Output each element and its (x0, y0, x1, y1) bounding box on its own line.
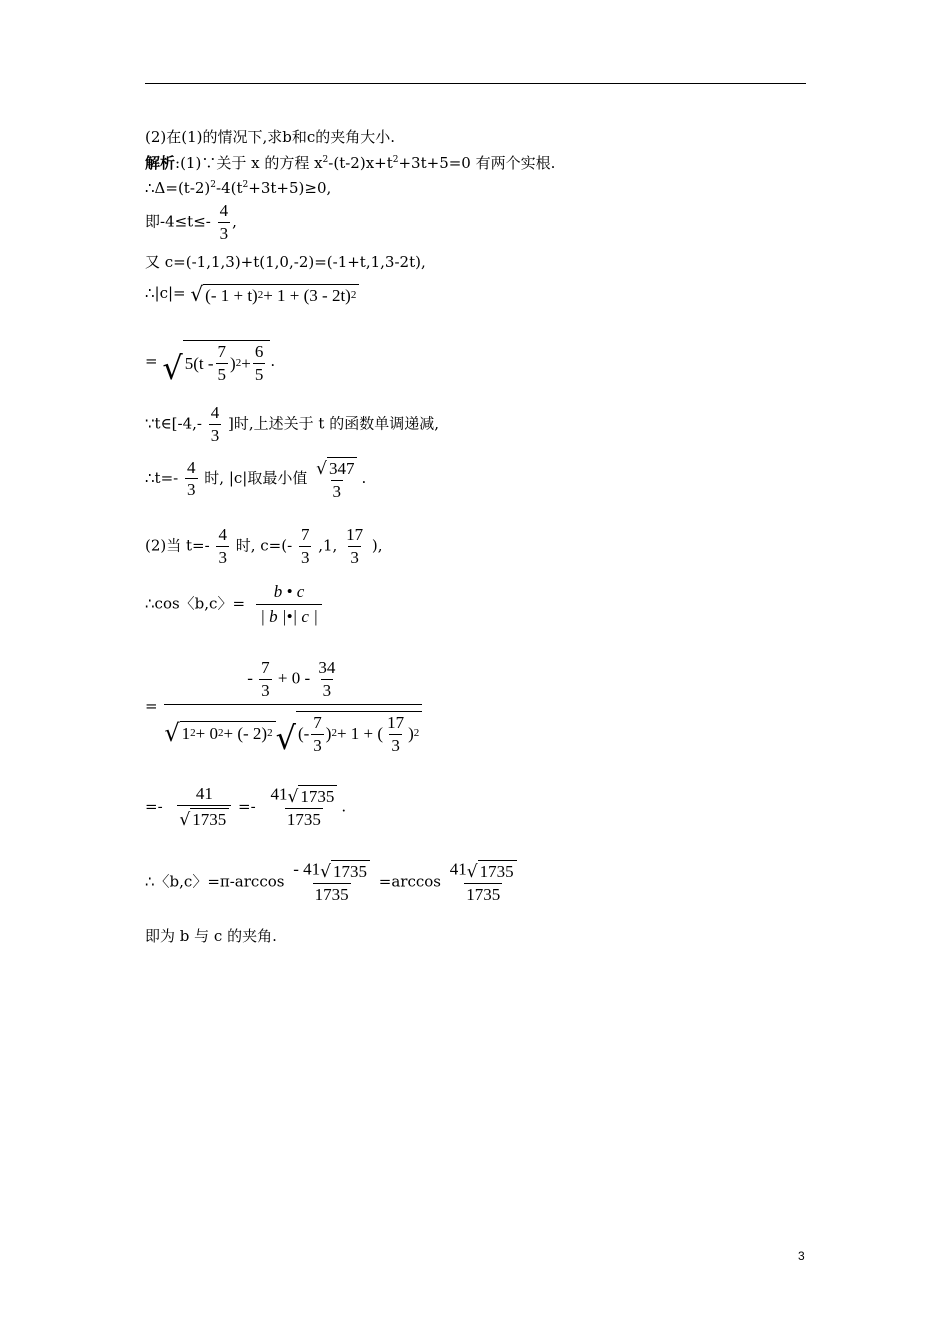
comma: , (232, 212, 237, 231)
superscript: 2 (392, 155, 399, 165)
math-term: - (293, 859, 299, 879)
numerator: 7 (313, 712, 322, 732)
math-term: + 1 + (3 - 2t) (263, 286, 351, 305)
math-text: (2)当 t=- (145, 536, 210, 555)
angle-line (145, 860, 521, 904)
denominator: 3 (261, 680, 270, 700)
range-line (145, 202, 237, 243)
sqrt-content (296, 711, 422, 755)
numerator: 4 (218, 525, 227, 544)
fraction-7-3 (259, 659, 272, 700)
fraction-7-3 (299, 526, 312, 567)
sqrt-expression (467, 860, 517, 881)
big-fraction (164, 658, 422, 758)
math-text: ∴Δ=(t-2) (145, 179, 211, 197)
superscript: 2 (190, 727, 196, 740)
denominator: 1735 (286, 809, 321, 829)
sqrt-expression (320, 860, 370, 881)
sqrt-content: 1735 (190, 808, 229, 829)
numerator: 17 (346, 525, 364, 544)
numerator: 34 (318, 658, 336, 677)
fraction-41sqrt1735-1735 (268, 785, 339, 829)
page-number: 3 (798, 1249, 805, 1263)
math-term: ) (230, 353, 236, 373)
sqrt-icon: √ (275, 719, 296, 758)
sqrt-icon: √ (316, 458, 327, 479)
denominator: 3 (313, 735, 322, 755)
cosine-value-line (145, 658, 424, 758)
solution-line-1 (145, 156, 555, 171)
numerator (291, 860, 372, 883)
math-text: =arccos (378, 872, 442, 891)
sqrt-content: 1735 (478, 860, 517, 881)
sqrt-expression (164, 718, 275, 747)
norm-c-line (145, 284, 359, 304)
sqrt-icon: √ (164, 718, 180, 747)
denominator (164, 704, 422, 758)
sqrt-expression (162, 340, 270, 387)
sqrt-expression (287, 785, 337, 806)
period: . (270, 351, 276, 370)
conclusion-line (145, 929, 277, 944)
math-term: 41 (449, 859, 467, 879)
sqrt-content (203, 284, 359, 304)
period: . (361, 468, 367, 487)
superscript: 2 (235, 356, 242, 369)
superscript: 2 (210, 180, 217, 190)
math-text: ∴〈b,c〉=π-arccos (145, 872, 285, 891)
fraction-4-3 (209, 404, 222, 445)
sqrt-content: 347 (327, 457, 358, 478)
math-term: + 0 (195, 724, 218, 744)
sqrt-content: 1735 (331, 860, 370, 881)
sqrt-expression (316, 457, 357, 478)
fraction-17-3 (344, 526, 365, 567)
denominator: 5 (254, 364, 264, 384)
fraction-41-sqrt1735 (177, 785, 231, 829)
superscript: 2 (257, 289, 264, 301)
sqrt-content: 1735 (298, 785, 337, 806)
numerator: 4 (187, 457, 196, 477)
numerator: 6 (254, 342, 264, 361)
math-text: ∵t∈[-4,- (145, 414, 202, 433)
denominator: 1735 (466, 884, 501, 904)
sqrt-content (183, 340, 271, 384)
discriminant-line (145, 181, 331, 196)
sqrt-icon: √ (320, 861, 332, 882)
part-2-line (145, 526, 383, 567)
superscript: 2 (242, 180, 249, 190)
numerator (268, 785, 339, 808)
numerator: 41 (195, 784, 213, 803)
numerator (207, 659, 379, 704)
denominator: | b |•| c | (256, 604, 322, 626)
denominator (177, 805, 231, 829)
math-text: ∴cos〈b,c〉= (145, 594, 246, 613)
question-2 (145, 130, 395, 145)
math-text: 时, c=(- (235, 536, 293, 555)
sqrt-icon: √ (162, 348, 183, 387)
math-text: +3t+5)≥0, (248, 179, 332, 197)
sqrt-expression (190, 284, 359, 304)
denominator: 5 (217, 364, 227, 384)
header-rule (145, 83, 806, 84)
math-term: (- (297, 724, 310, 744)
math-term: + 1 + ( (336, 724, 384, 744)
denominator: 3 (300, 547, 310, 567)
denominator: 3 (219, 223, 229, 243)
math-text: =- (238, 797, 256, 816)
monotonic-line (145, 404, 439, 445)
math-term: - (247, 668, 258, 688)
math-text: = (145, 697, 158, 716)
sqrt-icon: √ (287, 786, 299, 807)
denominator: 3 (332, 481, 342, 501)
math-text: =- (145, 797, 163, 816)
solution-text: -(t-2)x+t (328, 154, 393, 172)
superscript: 2 (267, 727, 273, 740)
minimum-line (145, 457, 366, 501)
fraction-7-5 (216, 343, 229, 384)
superscript: 2 (413, 727, 420, 740)
period: . (341, 797, 347, 816)
math-term: + (- 2) (223, 724, 268, 744)
math-text: 时, |c|取最小值 (204, 468, 308, 487)
fraction-4-3 (216, 526, 229, 567)
vector-c-line (145, 255, 426, 270)
math-text: -4(t (216, 179, 243, 197)
fraction-17-3 (385, 714, 406, 755)
numerator: b • c (273, 582, 305, 601)
fraction-4-3 (218, 202, 231, 243)
denominator: 3 (218, 547, 227, 567)
fraction-sqrt347-3 (314, 457, 359, 501)
denominator: 3 (391, 735, 400, 755)
math-term: 5(t - (184, 353, 214, 373)
math-term: 41 (303, 859, 321, 879)
fraction-7-3 (311, 714, 324, 755)
cosine-formula-line (145, 583, 324, 626)
math-text: ,1, (318, 536, 338, 555)
sqrt-icon: √ (190, 282, 204, 306)
sqrt-icon: √ (466, 861, 478, 882)
math-text: 即-4≤t≤- (145, 212, 211, 231)
math-term: ) (408, 724, 414, 744)
math-term: + 0 - (273, 668, 315, 688)
solution-text: :(1)∵关于 x 的方程 x (175, 154, 323, 172)
solution-label: 解析 (145, 154, 176, 172)
sqrt-expression (179, 808, 229, 829)
math-term: ) (325, 724, 332, 744)
fraction-neg41sqrt1735-1735 (291, 860, 372, 904)
math-term: 41 (270, 784, 288, 804)
numerator (314, 457, 359, 480)
question-2-text: (2)在(1)的情况下,求b和c的夹角大小. (145, 128, 396, 146)
math-text: = (145, 351, 158, 370)
superscript: 2 (218, 727, 224, 740)
math-text: ), (371, 536, 383, 555)
math-text: ]时,上述关于 t 的函数单调递减, (228, 414, 440, 433)
sqrt-expression (275, 711, 423, 758)
fraction-34-3 (316, 659, 337, 700)
numerator: 7 (217, 342, 227, 361)
math-text: ∴|c|= (145, 284, 186, 302)
denominator: 3 (322, 680, 332, 700)
math-text: ∴t=- (145, 468, 179, 487)
sqrt-content (180, 721, 276, 745)
superscript: 2 (331, 727, 337, 740)
cosine-simplified-line (145, 785, 346, 829)
math-term: 1 (181, 724, 191, 744)
math-text: 即为 b 与 c 的夹角. (145, 927, 277, 945)
fraction-4-3 (185, 459, 198, 500)
numerator: 4 (219, 201, 229, 220)
denominator: 3 (350, 547, 359, 567)
cosine-fraction (256, 583, 323, 626)
denominator: 1735 (314, 884, 349, 904)
numerator (448, 860, 519, 883)
math-term: (- 1 + t) (205, 286, 258, 305)
numerator: 7 (261, 658, 270, 677)
numerator: 17 (387, 712, 405, 732)
fraction-6-5 (253, 343, 266, 384)
math-text: 又 c=(-1,1,3)+t(1,0,-2)=(-1+t,1,3-2t), (145, 253, 426, 271)
math-term: + (241, 353, 251, 373)
norm-c-simplified (145, 340, 276, 387)
numerator: 4 (210, 403, 220, 422)
sqrt-icon: √ (179, 809, 191, 830)
fraction-41sqrt1735-1735 (448, 860, 519, 904)
numerator: 7 (300, 525, 310, 544)
superscript: 2 (350, 289, 357, 301)
solution-text: +3t+5=0 有两个实根. (398, 154, 556, 172)
superscript: 2 (322, 155, 329, 165)
denominator: 3 (210, 425, 220, 445)
denominator: 3 (187, 480, 196, 500)
